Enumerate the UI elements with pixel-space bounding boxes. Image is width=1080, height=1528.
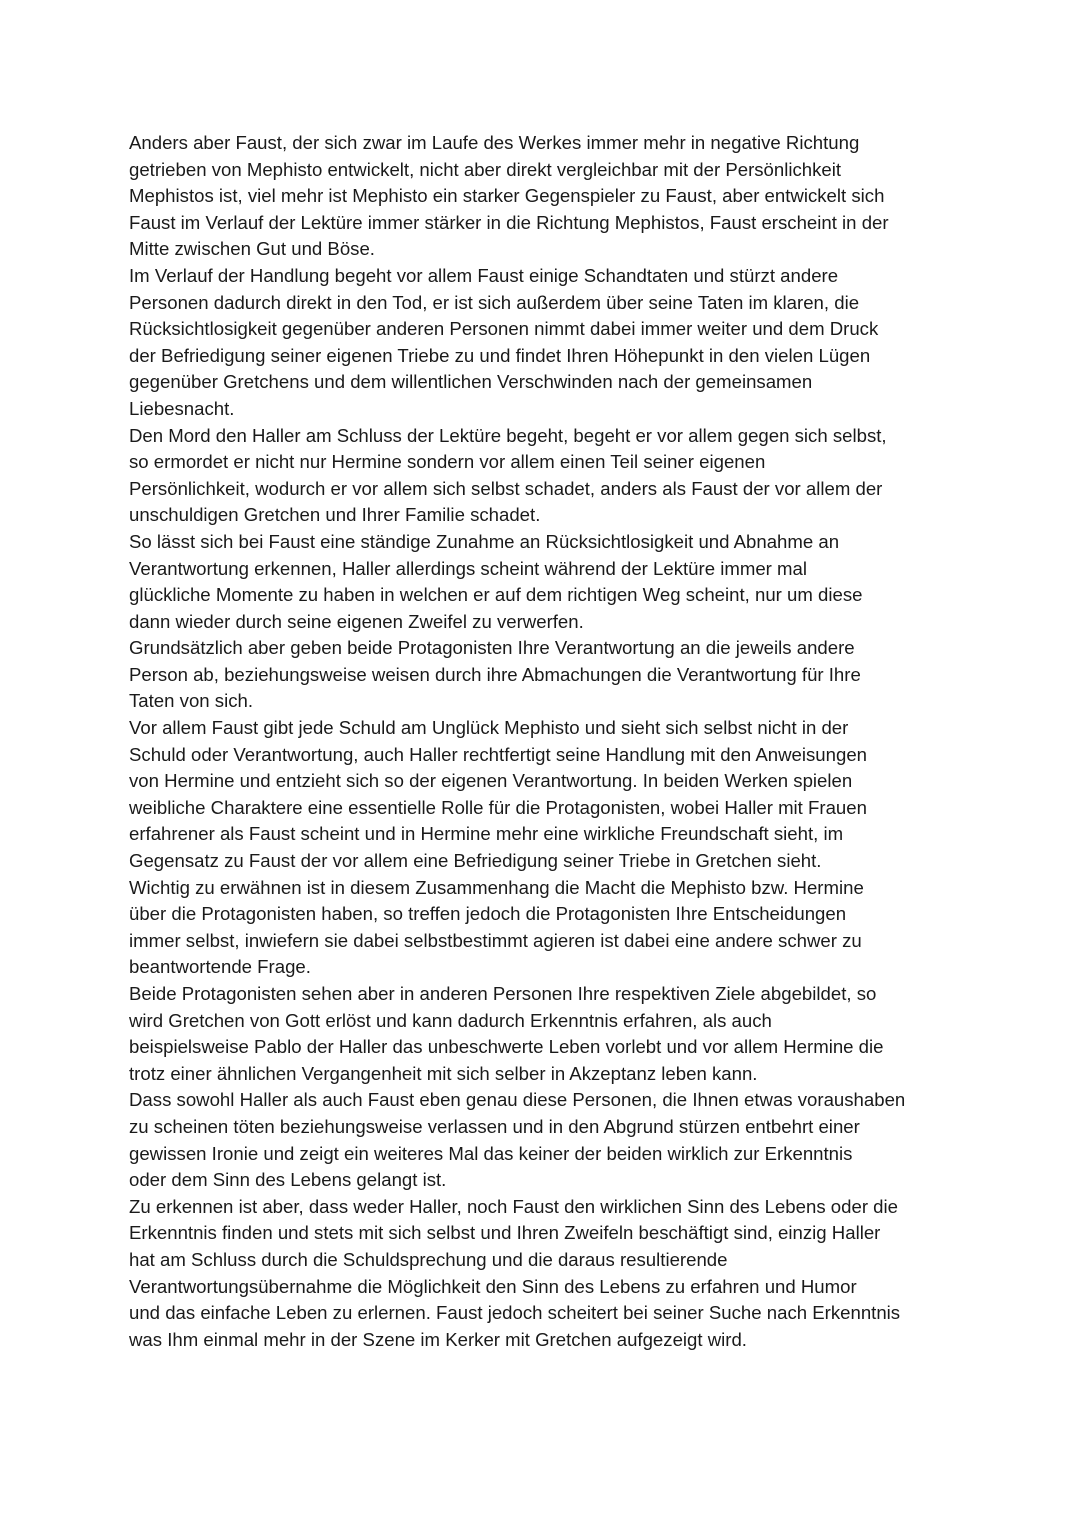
text-line: erfahrener als Faust scheint und in Hermine mehr eine wirkliche Freundschaft sieht, im (129, 823, 844, 845)
text-line: Grundsätzlich aber geben beide Protagonisten Ihre Verantwortung an die jeweils andere (129, 637, 855, 659)
text-line: getrieben von Mephisto entwickelt, nicht aber direkt vergleichbar mit der Persönlichkeit (129, 158, 842, 180)
text-line: was Ihm einmal mehr in der Szene im Kerker mit Gretchen aufgezeigt wird. (129, 1328, 747, 1350)
text-line: So lässt sich bei Faust eine ständige Zunahme an Rücksichtlosigkeit und Abnahme an (129, 530, 840, 552)
text-line: von Hermine und entzieht sich so der eigenen Verantwortung. In beiden Werken spielen (129, 770, 853, 792)
text-line: oder dem Sinn des Lebens gelangt ist. (129, 1169, 447, 1191)
text-line: beispielsweise Pablo der Haller das unbeschwerte Leben vorlebt und vor allem Hermine die (129, 1036, 884, 1058)
text-line: Erkenntnis finden und stets mit sich selbst und Ihren Zweifeln beschäftigt sind, einzig Haller (129, 1222, 881, 1244)
text-line: Faust im Verlauf der Lektüre immer stärker in die Richtung Mephistos, Faust erscheint in der (129, 211, 889, 233)
text-line: Beide Protagonisten sehen aber in anderen Personen Ihre respektiven Ziele abgebildet, so (129, 983, 877, 1004)
text-line: immer selbst, inwiefern sie dabei selbstbestimmt agieren ist dabei eine andere schwer zu (129, 929, 862, 951)
text-line: Zu erkennen ist aber, dass weder Haller, noch Faust den wirklichen Sinn des Lebens oder die (129, 1195, 898, 1217)
text-line: Taten von sich. (129, 690, 254, 712)
text-line: Vor allem Faust gibt jede Schuld am Unglück Mephisto und sieht sich selbst nicht in der (129, 717, 849, 739)
text-line: Rücksichtlosigkeit gegenüber anderen Personen nimmt dabei immer weiter und dem Druck (129, 318, 879, 340)
text-line: weibliche Charaktere eine essentielle Rolle für die Protagonisten, wobei Haller mit Frauen (129, 796, 867, 818)
text-line: Den Mord den Haller am Schluss der Lektüre begeht, begeht er vor allem gegen sich selbst, (129, 424, 887, 446)
text-line: so ermordet er nicht nur Hermine sondern vor allem einen Teil seiner eigenen (129, 451, 766, 473)
text-line: unschuldigen Gretchen und Ihrer Familie schadet. (129, 504, 541, 526)
text-line: zu scheinen töten beziehungsweise verlassen und in den Abgrund stürzen entbehrt einer (129, 1115, 860, 1137)
text-line: Persönlichkeit, wodurch er vor allem sich selbst schadet, anders als Faust der vor allem der (129, 477, 883, 499)
text-line: wird Gretchen von Gott erlöst und kann dadurch Erkenntnis erfahren, als auch (129, 1009, 772, 1031)
text-line: Im Verlauf der Handlung begeht vor allem Faust einige Schandtaten und stürzt andere (129, 264, 839, 286)
text-line: Schuld oder Verantwortung, auch Haller rechtfertigt seine Handlung mit den Anweisungen (129, 743, 868, 765)
text-line: Gegensatz zu Faust der vor allem eine Befriedigung seiner Triebe in Gretchen sieht. (129, 850, 822, 872)
text-line: glückliche Momente zu haben in welchen er auf dem richtigen Weg scheint, nur um diese (129, 584, 863, 606)
text-line: dann wieder durch seine eigenen Zweifel zu verwerfen. (129, 610, 584, 632)
text-line: Verantwortungsübernahme die Möglichkeit den Sinn des Lebens zu erfahren und Humor (129, 1275, 857, 1297)
text-line: Mephistos ist, viel mehr ist Mephisto ein starker Gegenspieler zu Faust, aber entwickelt sich (129, 185, 885, 207)
text-line: über die Protagonisten haben, so treffen jedoch die Protagonisten Ihre Entscheidungen (129, 903, 847, 925)
text-line: hat am Schluss durch die Schuldsprechung und die daraus resultierende (129, 1248, 728, 1270)
document-body (129, 130, 969, 1353)
text-line: gegenüber Gretchens und dem willentlichen Verschwinden nach der gemeinsamen (129, 371, 813, 393)
text-line: gewissen Ironie und zeigt ein weiteres Mal das keiner der beiden wirklich zur Erkenntnis (129, 1142, 853, 1164)
text-line: und das einfache Leben zu erlernen. Faust jedoch scheitert bei seiner Suche nach Erkenntnis (129, 1302, 901, 1324)
text-line: der Befriedigung seiner eigenen Triebe zu und findet Ihren Höhepunkt in den vielen Lügen (129, 344, 871, 366)
text-line: Anders aber Faust, der sich zwar im Laufe des Werkes immer mehr in negative Richtung (129, 132, 860, 153)
text-line: Dass sowohl Haller als auch Faust eben genau diese Personen, die Ihnen etwas voraushaben (129, 1089, 906, 1111)
text-line: beantwortende Frage. (129, 956, 311, 978)
text-line: Personen dadurch direkt in den Tod, er ist sich außerdem über seine Taten im klaren, die (129, 291, 860, 313)
text-line: Mitte zwischen Gut und Böse. (129, 238, 375, 260)
text-line: Liebesnacht. (129, 397, 235, 419)
text-line: trotz einer ähnlichen Vergangenheit mit sich selber in Akzeptanz leben kann. (129, 1062, 758, 1084)
text-line: Wichtig zu erwähnen ist in diesem Zusammenhang die Macht die Mephisto bzw. Hermine (129, 876, 864, 898)
text-line: Verantwortung erkennen, Haller allerdings scheint während der Lektüre immer mal (129, 557, 807, 579)
text-line: Person ab, beziehungsweise weisen durch ihre Abmachungen die Verantwortung für Ihre (129, 663, 861, 685)
